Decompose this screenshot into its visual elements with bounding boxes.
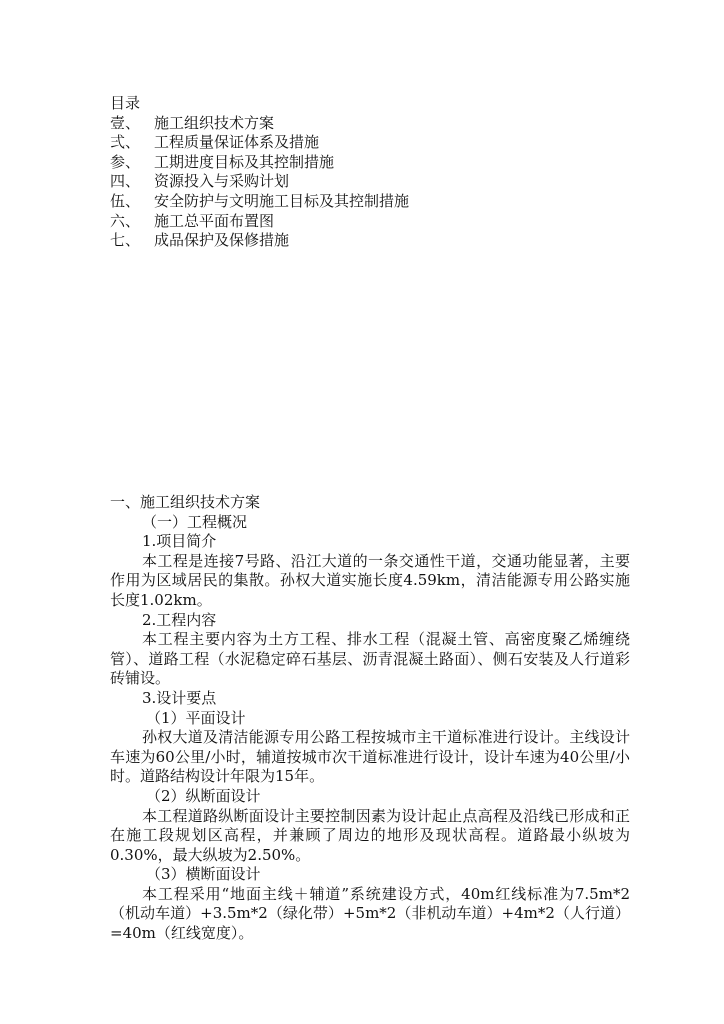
item-heading-project-intro: 1.项目简介 bbox=[142, 532, 217, 551]
toc-item-number: 壹、 bbox=[110, 113, 141, 132]
paragraph-project-intro: 本工程是连接7号路、沿江大道的一条交通性干道，交通功能显著，主要作用为区域居民的集散。孙权大道实施长度4.59km，清洁能源专用公路实施长度1.02km。 bbox=[110, 551, 630, 609]
toc-item-number: 七、 bbox=[110, 231, 141, 250]
toc-item[interactable] bbox=[110, 153, 630, 173]
toc-item-label: 工程质量保证体系及措施 bbox=[154, 133, 320, 152]
toc-item-label: 资源投入与采购计划 bbox=[154, 172, 290, 191]
subsection-heading: （一）工程概况 bbox=[142, 512, 248, 531]
toc-item-number: 六、 bbox=[110, 211, 141, 230]
paragraph-profile-design: 本工程道路纵断面设计主要控制因素为设计起止点高程及沿线已形成和正在施工段规划区高程，并兼顾了周边的地形及现状高程。道路最小纵坡为0.30%，最大纵坡为2.50%。 bbox=[110, 806, 630, 864]
section-heading: 一、施工组织技术方案 bbox=[110, 493, 261, 511]
toc-item-label: 安全防护与文明施工目标及其控制措施 bbox=[154, 191, 410, 210]
toc-item-label: 成品保护及保修措施 bbox=[154, 231, 290, 250]
toc-item-number: 伍、 bbox=[110, 191, 141, 210]
toc-item[interactable] bbox=[110, 114, 630, 134]
paragraph-scope: 本工程主要内容为土方工程、排水工程（混凝土管、高密度聚乙烯缠绕管）、道路工程（水泥稳定碎石基层、沥青混凝土路面）、侧石安装及人行道彩砖铺设。 bbox=[110, 630, 630, 688]
heading-cross-section-design: （3）横断面设计 bbox=[146, 865, 261, 884]
toc-item-label: 施工组织技术方案 bbox=[154, 113, 275, 132]
heading-profile-design: （2）纵断面设计 bbox=[146, 786, 261, 805]
toc-item-label: 施工总平面布置图 bbox=[154, 211, 275, 230]
toc-item-number: 弍、 bbox=[110, 133, 141, 152]
paragraph-cross-section-design: 本工程采用“地面主线＋辅道”系统建设方式，40m红线标准为7.5m*2（机动车道）+3.5m*2（绿化带）+5m*2（非机动车道）+4m*2（人行道）=40m（红线宽度）。 bbox=[110, 884, 630, 943]
toc-item[interactable] bbox=[110, 192, 630, 212]
table-of-contents bbox=[110, 94, 630, 251]
toc-item[interactable] bbox=[110, 133, 630, 153]
item-heading-scope: 2.工程内容 bbox=[142, 610, 217, 629]
main-content bbox=[110, 493, 630, 944]
toc-item[interactable] bbox=[110, 212, 630, 232]
heading-plan-design: （1）平面设计 bbox=[146, 708, 246, 727]
toc-title: 目录 bbox=[110, 94, 141, 112]
toc-item[interactable] bbox=[110, 231, 630, 251]
toc-item-number: 参、 bbox=[110, 152, 141, 171]
paragraph-plan-design: 孙权大道及清洁能源专用公路工程按城市主干道标准进行设计。主线设计车速为60公里/小时，辅道按城市次干道标准进行设计，设计车速为40公里/小时。道路结构设计年限为15年。 bbox=[110, 728, 630, 786]
toc-item[interactable] bbox=[110, 172, 630, 192]
toc-item-number: 四、 bbox=[110, 172, 141, 191]
item-heading-design-points: 3.设计要点 bbox=[142, 688, 217, 707]
toc-item-label: 工期进度目标及其控制措施 bbox=[154, 152, 335, 171]
